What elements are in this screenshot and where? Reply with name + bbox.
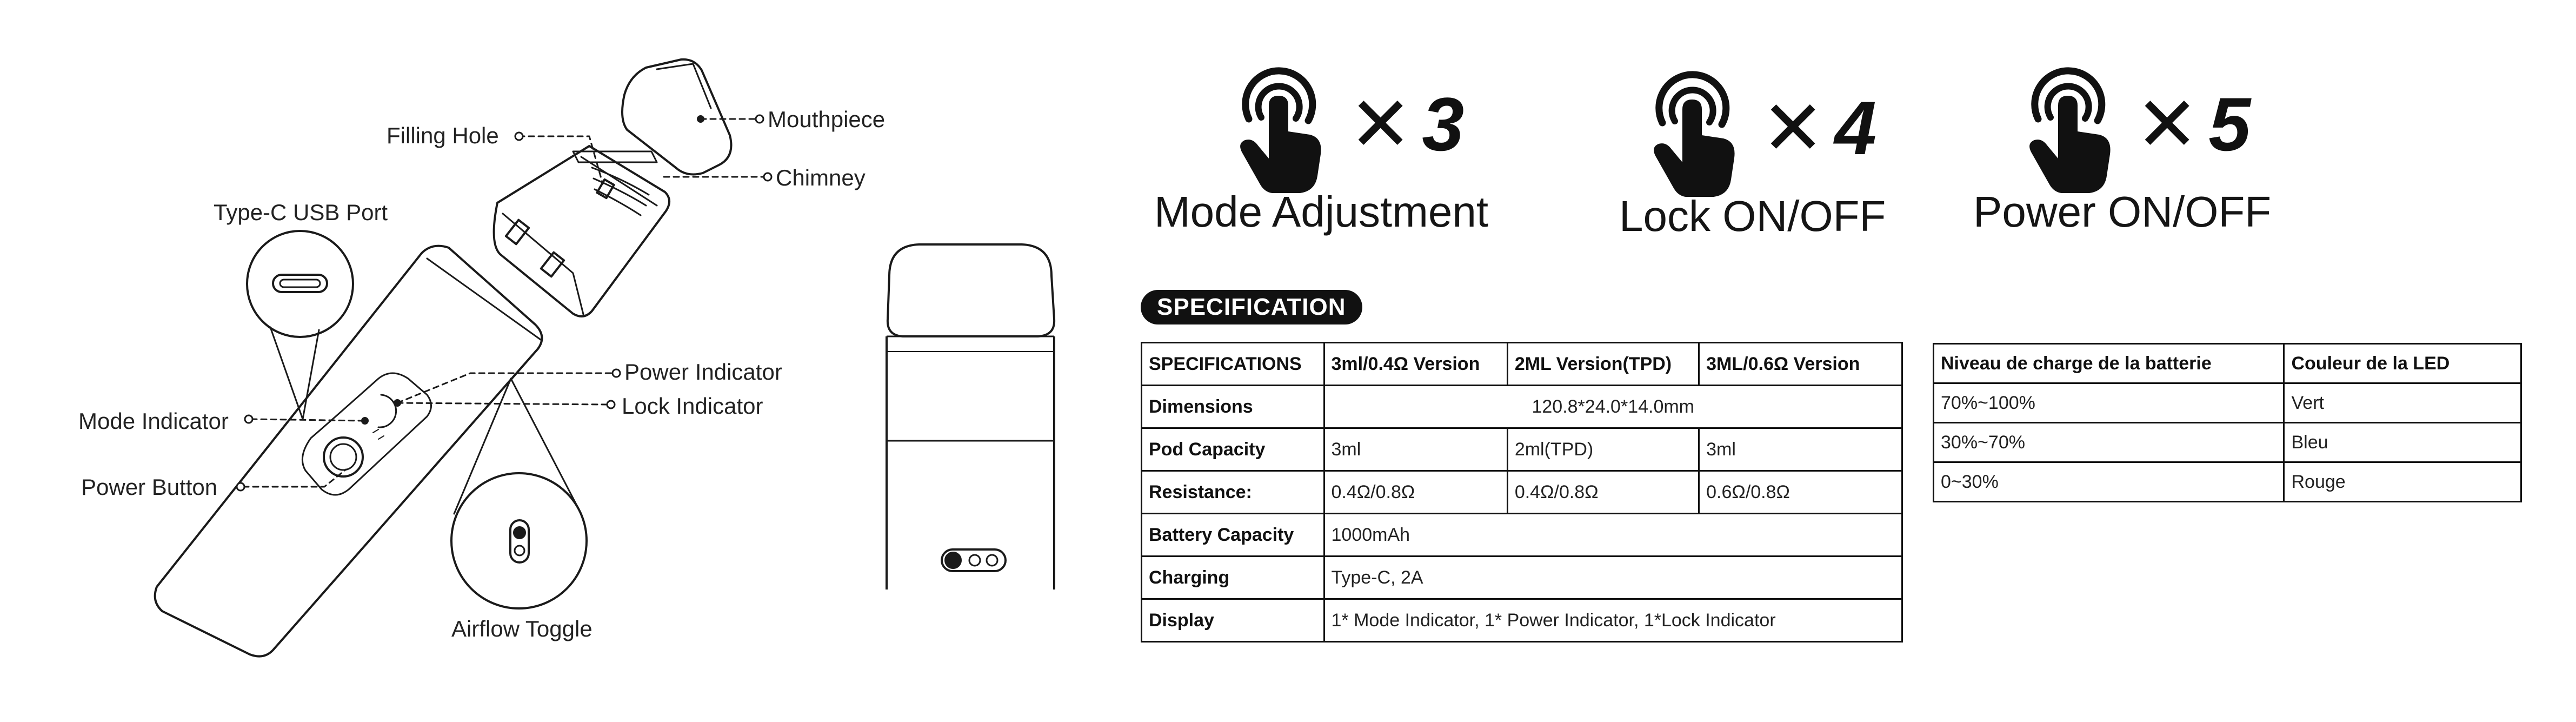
specification-table: [1141, 342, 1903, 642]
table-cell: 2ml(TPD): [1507, 428, 1699, 471]
row-label: Battery Capacity: [1142, 514, 1324, 557]
battery-led-table: [1933, 343, 2522, 502]
table-row: [1142, 471, 1902, 514]
side-view-device: [876, 238, 1070, 654]
table-cell: Type-C, 2A: [1324, 557, 1902, 599]
table-header: 3ML/0.6Ω Version: [1699, 343, 1902, 386]
callout-lock-indicator: Lock Indicator: [622, 393, 763, 419]
callout-mouthpiece: Mouthpiece: [768, 107, 886, 132]
callout-mode-indicator: Mode Indicator: [78, 408, 229, 434]
row-label: Pod Capacity: [1142, 428, 1324, 471]
callout-filling-hole: Filling Hole: [387, 123, 499, 148]
row-label: Dimensions: [1142, 386, 1324, 428]
callout-power-button: Power Button: [81, 474, 218, 500]
table-cell: 0.4Ω/0.8Ω: [1507, 471, 1699, 514]
finger-tap-icon: [2008, 62, 2133, 197]
table-cell: 120.8*24.0*14.0mm: [1324, 386, 1902, 428]
row-label: Charging: [1142, 557, 1324, 599]
table-cell: 0.4Ω/0.8Ω: [1324, 471, 1507, 514]
table-cell: 0.6Ω/0.8Ω: [1699, 471, 1902, 514]
table-cell: 1000mAh: [1324, 514, 1902, 557]
callout-type-c-usb-port: Type-C USB Port: [214, 200, 388, 225]
table-cell: Bleu: [2284, 423, 2521, 462]
gesture-label-mode-adjustment: Mode Adjustment: [1154, 188, 1489, 236]
table-cell: 0~30%: [1934, 462, 2284, 502]
table-row: [1934, 462, 2521, 502]
table-row: [1142, 386, 1902, 428]
table-cell: 1* Mode Indicator, 1* Power Indicator, 1*Lock Indicator: [1324, 599, 1902, 642]
table-header: 3ml/0.4Ω Version: [1324, 343, 1507, 386]
callout-chimney: Chimney: [776, 165, 866, 190]
table-header: Couleur de la LED: [2284, 344, 2521, 383]
finger-tap-icon: [1633, 66, 1757, 201]
pod-cartridge: [494, 146, 669, 316]
mouthpiece: [622, 59, 731, 175]
times-three: ✕ 3: [1349, 82, 1465, 167]
table-cell: 3ml: [1699, 428, 1902, 471]
callout-airflow-toggle: Airflow Toggle: [451, 616, 593, 641]
usb-port-zoom: [247, 231, 353, 419]
table-cell: 30%~70%: [1934, 423, 2284, 462]
table-cell: 3ml: [1324, 428, 1507, 471]
table-header: 2ML Version(TPD): [1507, 343, 1699, 386]
table-row: [1142, 343, 1902, 386]
table-row: [1934, 344, 2521, 383]
table-cell: Rouge: [2284, 462, 2521, 502]
table-cell: 70%~100%: [1934, 383, 2284, 423]
gesture-label-power: Power ON/OFF: [1973, 188, 2272, 236]
finger-tap-icon: [1219, 62, 1343, 197]
table-row: [1142, 514, 1902, 557]
table-header: SPECIFICATIONS: [1142, 343, 1324, 386]
airflow-toggle-zoom: [451, 379, 587, 608]
table-cell: Vert: [2284, 383, 2521, 423]
row-label: Resistance:: [1142, 471, 1324, 514]
table-header: Niveau de charge de la batterie: [1934, 344, 2284, 383]
table-row: [1934, 423, 2521, 462]
control-panel: [302, 373, 431, 495]
gesture-label-lock: Lock ON/OFF: [1619, 192, 1886, 240]
table-row: [1934, 383, 2521, 423]
times-four: ✕ 4: [1761, 85, 1877, 170]
callout-power-indicator: Power Indicator: [624, 359, 782, 385]
usb-c-port-icon: [273, 275, 327, 292]
table-row: [1142, 428, 1902, 471]
row-label: Display: [1142, 599, 1324, 642]
specification-badge: SPECIFICATION: [1141, 290, 1362, 324]
times-five: ✕ 5: [2135, 82, 2251, 167]
table-row: [1142, 557, 1902, 599]
table-row: [1142, 599, 1902, 642]
